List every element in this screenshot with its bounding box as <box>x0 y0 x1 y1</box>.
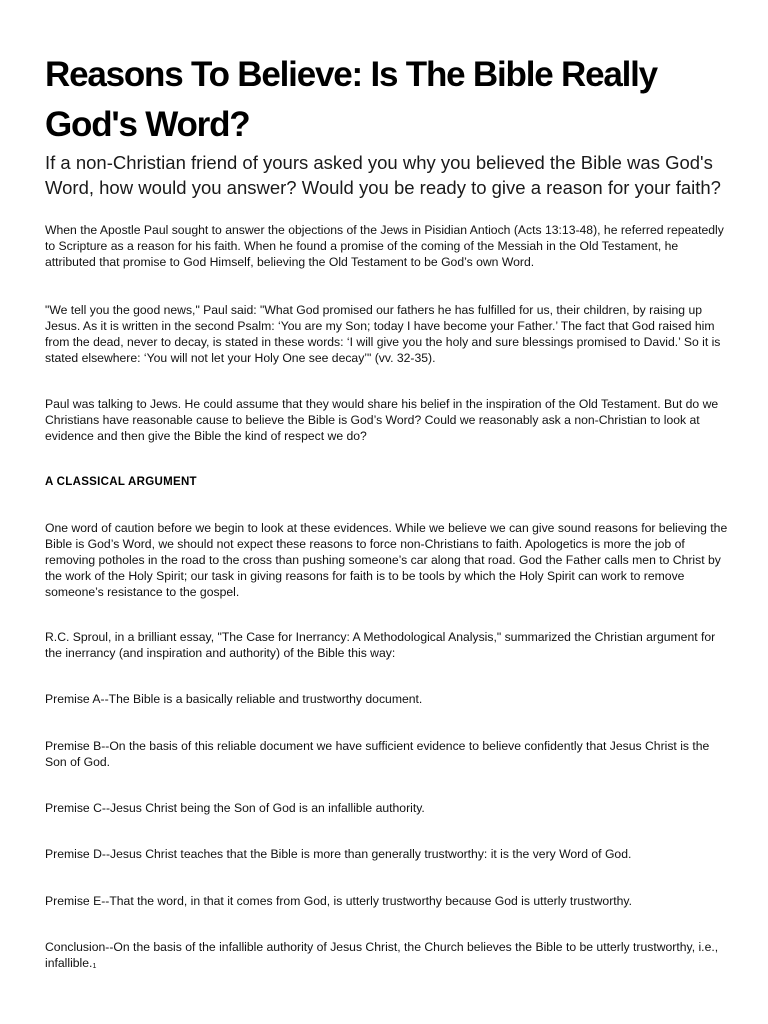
premise-c: Premise C--Jesus Christ being the Son of God is an infallible authority. <box>45 801 425 815</box>
premise-a: Premise A--The Bible is a basically reliable and trustworthy document. <box>45 692 423 706</box>
article-subtitle: If a non-Christian friend of yours asked you why you believed the Bible was God's Word, how would you answer? Would you be ready to give a reason for your faith? <box>45 152 721 198</box>
section-heading: A CLASSICAL ARGUMENT <box>45 476 197 488</box>
paragraph-sproul: R.C. Sproul, in a brilliant essay, "The Case for Inerrancy: A Methodological Analysis," summarized the Christian argument for the inerrancy (and inspiration and authority) of the Bible this way: <box>45 630 716 660</box>
paragraph-jews: Paul was talking to Jews. He could assume that they would share his belief in the inspiration of the Old Testament. But do we Christians have reasonable cause to believe the Bible is God’s Word? Could we reasonably ask a non-Christian to look at evidence and then give the Bible the kind of respect we do? <box>45 397 719 443</box>
premise-d: Premise D--Jesus Christ teaches that the Bible is more than generally trustworthy: it is the very Word of God. <box>45 847 632 861</box>
conclusion-text: Conclusion--On the basis of the infallible authority of Jesus Christ, the Church believes the Bible to be utterly trustworthy, i.e., infallible. <box>45 940 719 970</box>
paragraph-quote: "We tell you the good news," Paul said: "What God promised our fathers he has fulfilled for us, their children, by raising up Jesus. As it is written in the second Psalm: ‘You are my Son; today I have become your Father.’ The fact that God raised him from the dead, never to decay, is stated in these words: ‘I will give you the holy and sure blessings promised to David.’ So it is stated elsewhere: ‘You will not let your Holy One see decay’" (vv. 32-35). <box>45 303 721 365</box>
conclusion <box>45 939 730 974</box>
premise-b: Premise B--On the basis of this reliable document we have sufficient evidence to believe confidently that Jesus Christ is the Son of God. <box>45 739 710 769</box>
paragraph-acts: When the Apostle Paul sought to answer the objections of the Jews in Pisidian Antioch (Acts 13:13-48), he referred repeatedly to Scripture as a reason for his faith. When he found a promise of the coming of the Messiah in the Old Testament, he attributed that promise to God Himself, believing the Old Testament to be God’s own Word. <box>45 223 724 269</box>
premise-e: Premise E--That the word, in that it comes from God, is utterly trustworthy because God is utterly trustworthy. <box>45 894 633 908</box>
paragraph-caution: One word of caution before we begin to look at these evidences. While we believe we can give sound reasons for believing the Bible is God’s Word, we should not expect these reasons to force non-Christians to faith. Apologetics is more the job of removing potholes in the road to the cross than pushing someone’s car along that road. God the Father calls men to Christ by the work of the Holy Spirit; our task in giving reasons for faith is to be tools by which the Holy Spirit can work to remove someone’s resistance to the gospel. <box>45 521 728 599</box>
footnote-marker[interactable]: 1 <box>92 963 97 970</box>
page-title: Reasons To Believe: Is The Bible Really God's Word? <box>45 55 657 144</box>
